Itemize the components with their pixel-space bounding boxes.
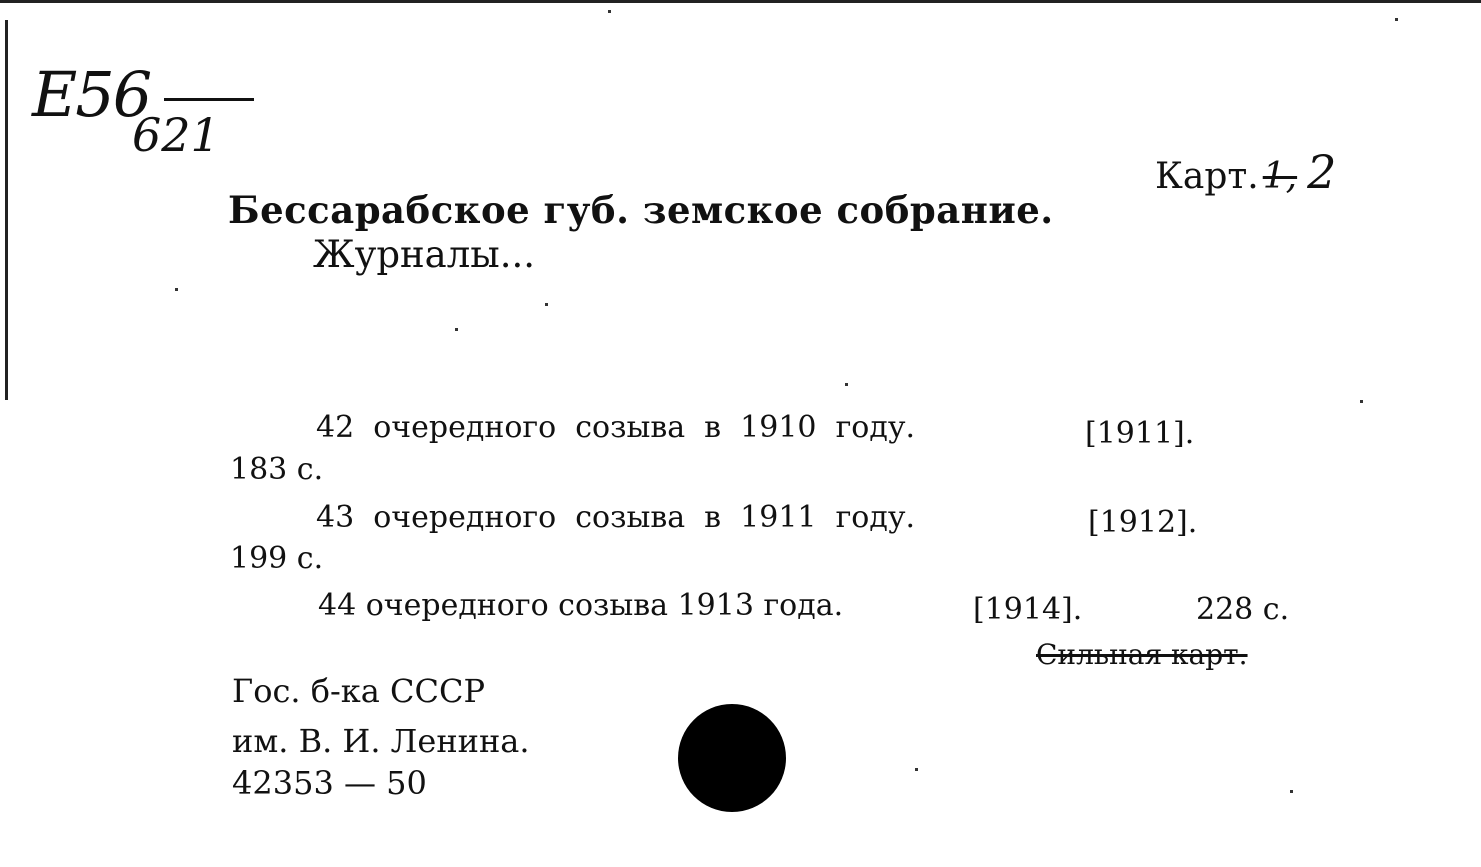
card-left-edge	[5, 20, 8, 400]
shelfmark-divider	[164, 98, 254, 101]
library-line-3: 42353 — 50	[232, 764, 427, 802]
speck	[845, 383, 848, 386]
entry-1-year: [1911].	[1085, 416, 1195, 451]
card-number	[1155, 145, 1336, 199]
card-number-handwritten: 2	[1307, 145, 1337, 199]
entry-1-pages: 183 с.	[230, 452, 324, 487]
entry-2-text: 43 очередного созыва в 1911 году.	[316, 500, 916, 535]
ink-blot	[678, 704, 786, 812]
shelfmark-main: E56	[32, 58, 151, 131]
entry-2-year: [1912].	[1088, 505, 1198, 540]
entry-3-text: 44 очередного созыва 1913 года.	[318, 588, 844, 623]
speck	[1290, 790, 1293, 793]
library-line-1: Гос. б-ка СССР	[232, 672, 486, 710]
speck	[1360, 400, 1363, 403]
speck	[545, 303, 548, 306]
card-subtitle: Журналы...	[313, 233, 535, 276]
entry-3-pages: 228 с.	[1196, 592, 1290, 627]
entry-1-text: 42 очередного созыва в 1910 году.	[316, 410, 916, 445]
speck	[608, 10, 611, 13]
card-number-struck: 1,	[1262, 156, 1298, 197]
speck	[175, 288, 178, 291]
library-line-2: им. В. И. Ленина.	[232, 722, 530, 760]
speck	[915, 768, 918, 771]
crossed-out-note: Сильная карт.	[1036, 638, 1248, 671]
entry-2-pages: 199 с.	[230, 541, 324, 576]
shelfmark-sub: 621	[132, 108, 220, 162]
entry-3-year: [1914].	[973, 592, 1083, 627]
shelfmark	[32, 58, 220, 162]
card-number-prefix: Карт.	[1155, 156, 1259, 197]
card-top-edge	[0, 0, 1481, 3]
speck	[455, 328, 458, 331]
speck	[1395, 18, 1398, 21]
card-title: Бессарабское губ. земское собрание.	[228, 188, 1054, 232]
